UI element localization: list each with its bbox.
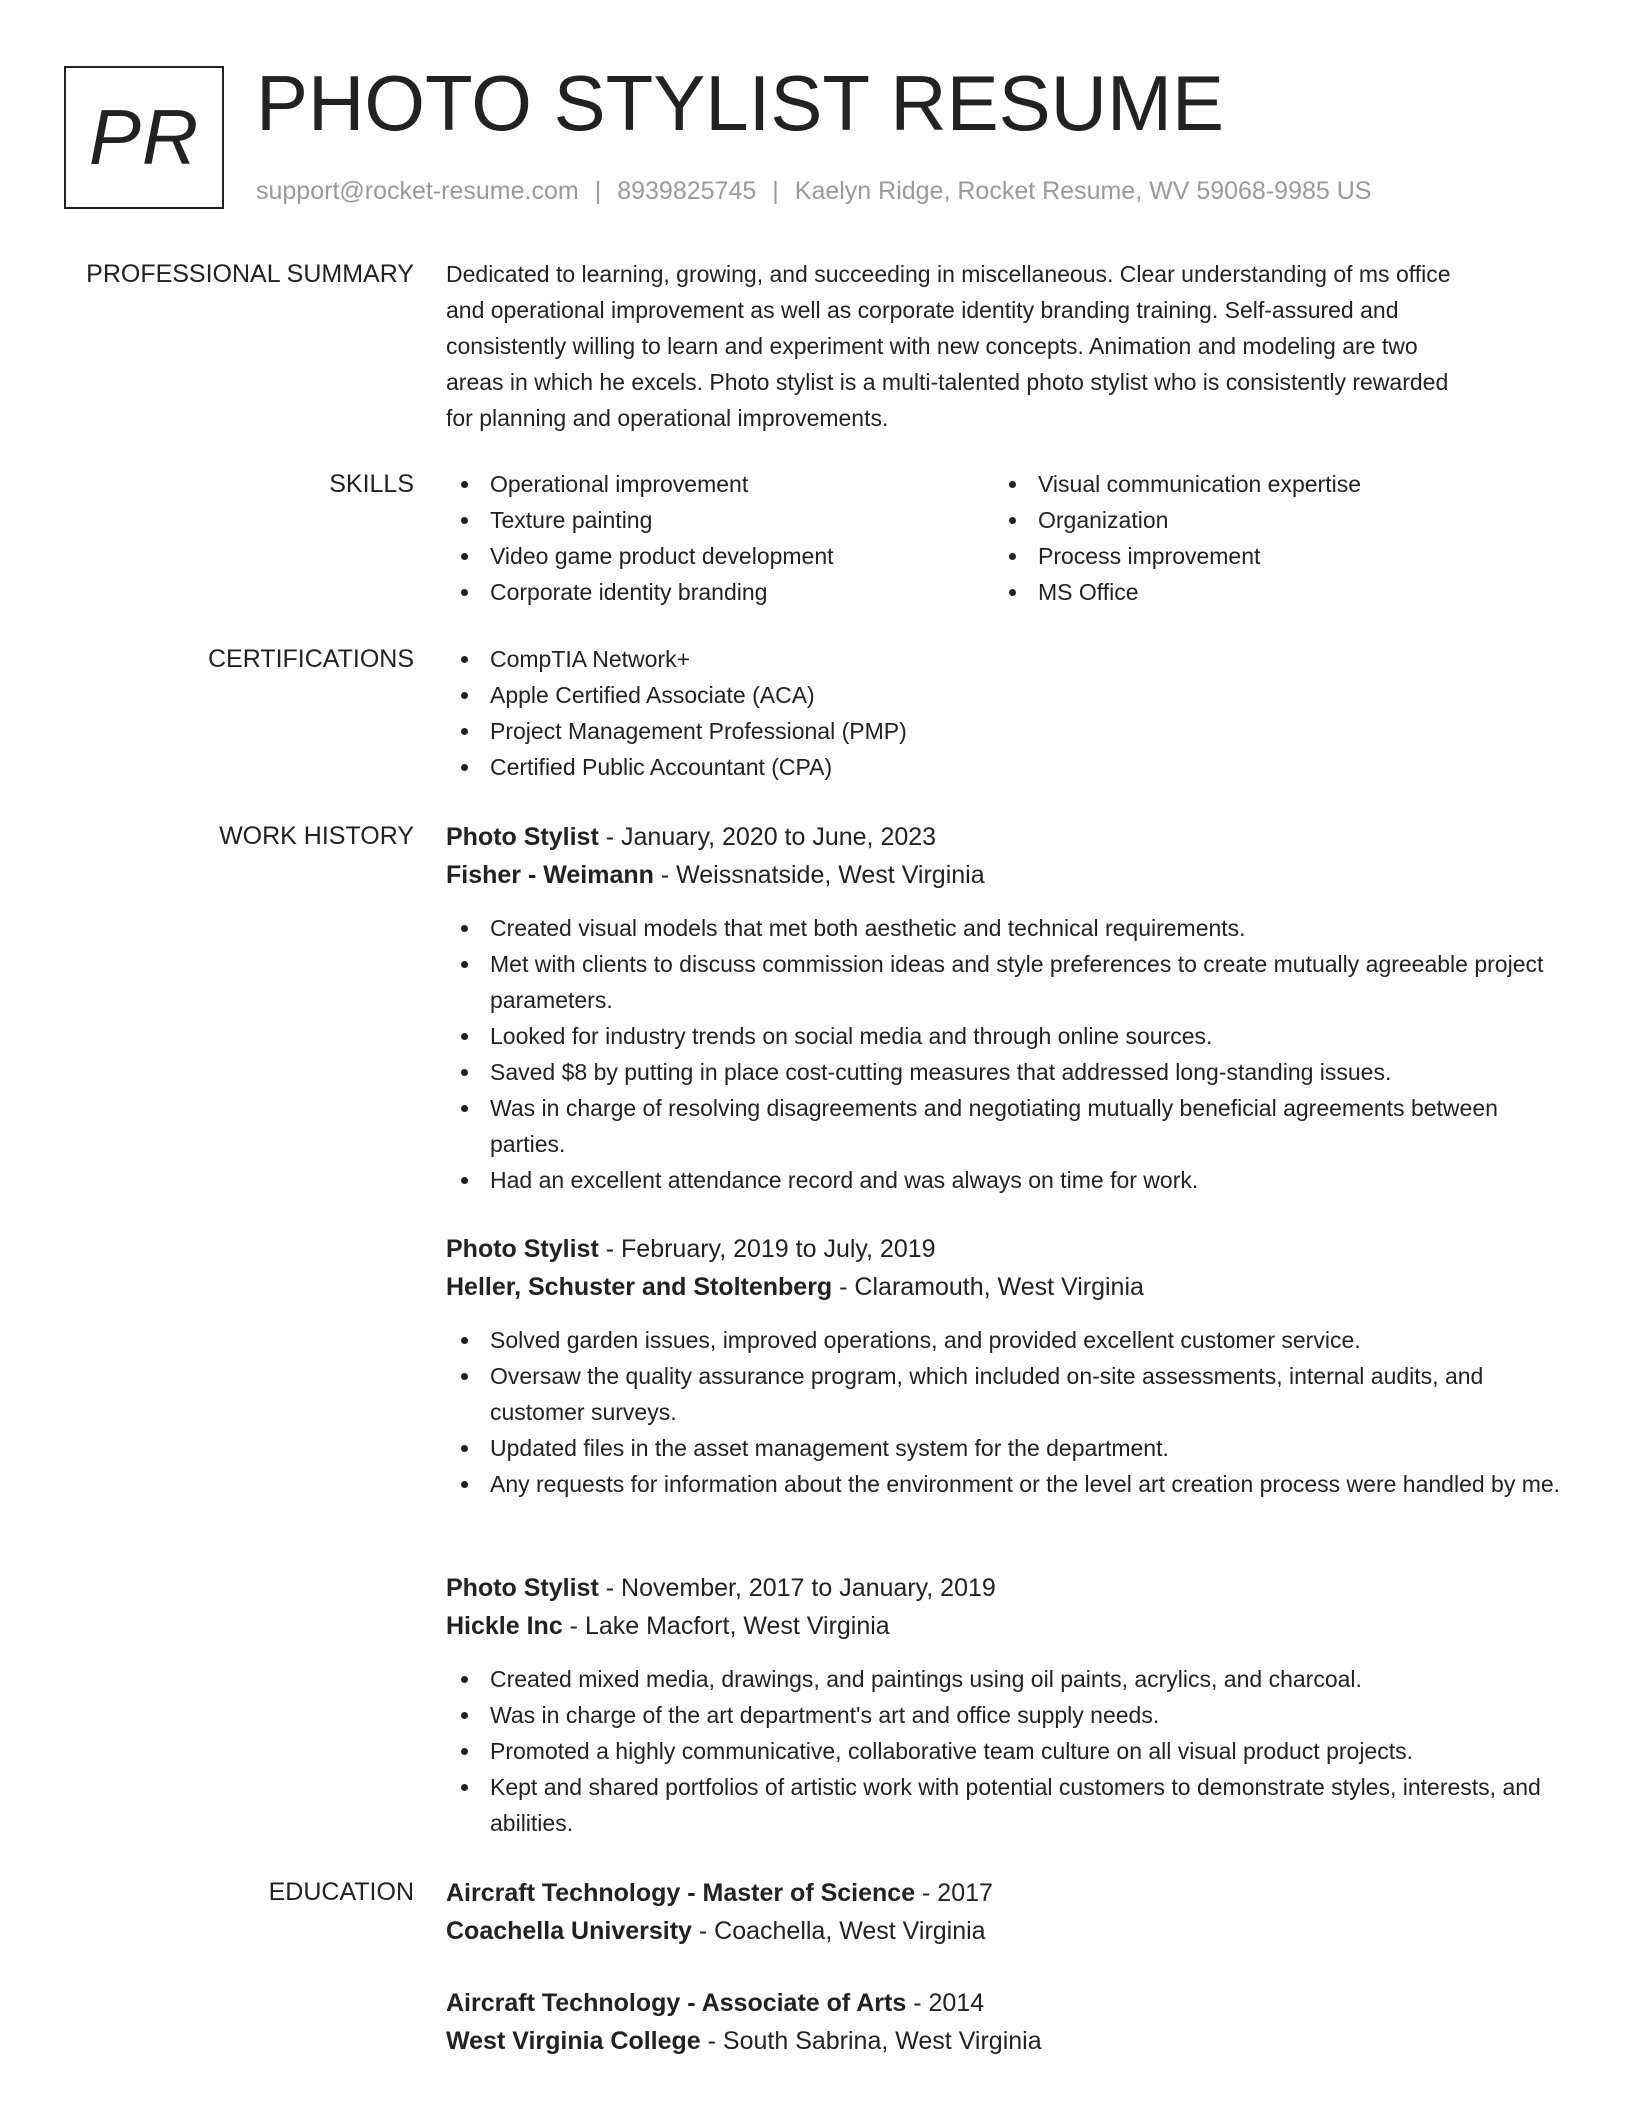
job-title-line (446, 1569, 1566, 1607)
job-dates: - January, 2020 to June, 2023 (598, 823, 937, 851)
job-dates: - February, 2019 to July, 2019 (598, 1235, 936, 1263)
section-label-skills: SKILLS (329, 470, 414, 498)
section-label-certifications: CERTIFICATIONS (207, 645, 414, 673)
job-duty: Had an excellent attendance record and was always on time for work. (446, 1162, 1566, 1198)
education-entry (446, 1984, 1566, 2060)
job-duties-list (446, 910, 1566, 1198)
education-school: Coachella University (446, 1917, 692, 1945)
job-duty: Promoted a highly communicative, collaborative team culture on all visual product projects. (446, 1733, 1566, 1769)
contact-email[interactable]: support@rocket-resume.com (256, 177, 579, 205)
job-entry (446, 1230, 1566, 1502)
job-title-line (446, 1230, 1566, 1268)
skill-item: Operational improvement (446, 466, 994, 502)
job-duties-list (446, 1322, 1566, 1502)
job-duty: Any requests for information about the environment or the level art creation process were handled by me. (446, 1466, 1566, 1502)
job-duty: Oversaw the quality assurance program, which included on-site assessments, internal audits, and customer surveys. (446, 1358, 1566, 1430)
job-company: Heller, Schuster and Stoltenberg (446, 1273, 833, 1301)
job-dates: - November, 2017 to January, 2019 (598, 1574, 996, 1602)
job-duty: Saved $8 by putting in place cost-cutting measures that addressed long-standing issues. (446, 1054, 1566, 1090)
job-duty: Created visual models that met both aesthetic and technical requirements. (446, 910, 1566, 946)
summary-text (446, 256, 1566, 436)
certification-item: Project Management Professional (PMP) (446, 713, 1566, 749)
education-year: - 2017 (915, 1879, 993, 1907)
skill-item: Organization (994, 502, 1542, 538)
education-body (446, 1984, 1566, 2060)
job-duty: Created mixed media, drawings, and paintings using oil paints, acrylics, and charcoal. (446, 1661, 1566, 1697)
resume-title: PHOTO STYLIST RESUME (256, 59, 1224, 147)
job-duty: Was in charge of the art department's art and office supply needs. (446, 1697, 1566, 1733)
job-title: Photo Stylist (446, 1574, 599, 1602)
skills-grid (446, 466, 1566, 610)
skills-list-left (446, 466, 994, 610)
contact-address: Kaelyn Ridge, Rocket Resume, WV 59068-9985 US (794, 177, 1372, 205)
certification-item: Certified Public Accountant (CPA) (446, 749, 1566, 785)
education-entry (446, 1874, 1566, 1950)
job-title: Photo Stylist (446, 823, 599, 851)
contact-separator: | (772, 177, 779, 205)
skill-item: MS Office (994, 574, 1542, 610)
skill-item: Visual communication expertise (994, 466, 1542, 502)
summary-line: and operational improvement as well as corporate identity branding training. Self-assured and (446, 297, 1399, 323)
education-year: - 2014 (906, 1989, 985, 2017)
section-label-summary: PROFESSIONAL SUMMARY (86, 260, 414, 288)
job-location: - Weissnatside, West Virginia (653, 861, 985, 889)
job-company: Hickle Inc (446, 1612, 563, 1640)
education-location: - South Sabrina, West Virginia (700, 2027, 1042, 2055)
job-duty: Updated files in the asset management system for the department. (446, 1430, 1566, 1466)
contact-separator: | (594, 177, 602, 205)
summary-line: areas in which he excels. Photo stylist is a multi-talented photo stylist who is consistently rewarded (446, 369, 1449, 395)
education-school: West Virginia College (446, 2027, 701, 2055)
job-duty: Looked for industry trends on social media and through online sources. (446, 1018, 1566, 1054)
work-history-body (446, 1230, 1566, 1502)
education-degree: Aircraft Technology - Associate of Arts (446, 1989, 907, 2017)
job-duty: Met with clients to discuss commission ideas and style preferences to create mutually agreeable project parameters. (446, 946, 1566, 1018)
job-duty: Kept and shared portfolios of artistic work with potential customers to demonstrate styles, interests, and abilities. (446, 1769, 1566, 1841)
education-degree: Aircraft Technology - Master of Science (446, 1879, 916, 1907)
certification-item: CompTIA Network+ (446, 641, 1566, 677)
monogram-badge (64, 66, 224, 209)
job-location: - Lake Macfort, West Virginia (562, 1612, 890, 1640)
work-history-body (446, 1569, 1566, 1841)
job-title-line (446, 818, 1566, 856)
job-title: Photo Stylist (446, 1235, 599, 1263)
section-label-education: EDUCATION (268, 1878, 414, 1906)
skill-item: Corporate identity branding (446, 574, 994, 610)
job-duty: Solved garden issues, improved operations, and provided excellent customer service. (446, 1322, 1566, 1358)
work-history-body (446, 818, 1566, 1198)
certifications-body (446, 641, 1566, 785)
contact-phone[interactable]: 8939825745 (617, 177, 757, 205)
summary-line: Dedicated to learning, growing, and succeeding in miscellaneous. Clear understanding of ms office (446, 261, 1451, 287)
certifications-list (446, 641, 1566, 785)
education-school-line (446, 2022, 1566, 2060)
summary-line: for planning and operational improvements. (446, 405, 889, 431)
skill-item: Video game product development (446, 538, 994, 574)
job-entry (446, 818, 1566, 1198)
certification-item: Apple Certified Associate (ACA) (446, 677, 1566, 713)
section-label-work-history: WORK HISTORY (219, 822, 414, 850)
monogram-text: PR (88, 93, 200, 181)
education-degree-line (446, 1874, 1566, 1912)
job-company-line (446, 1607, 1566, 1645)
skill-item: Texture painting (446, 502, 994, 538)
job-entry (446, 1569, 1566, 1841)
job-duty: Was in charge of resolving disagreements and negotiating mutually beneficial agreements between parties. (446, 1090, 1566, 1162)
education-body (446, 1874, 1566, 1950)
summary-line: consistently willing to learn and experiment with new concepts. Animation and modeling are two (446, 333, 1418, 359)
job-company-line (446, 1268, 1566, 1306)
skill-item: Process improvement (994, 538, 1542, 574)
skills-list-right (994, 466, 1542, 610)
education-degree-line (446, 1984, 1566, 2022)
job-company-line (446, 856, 1566, 894)
contact-line (256, 176, 1371, 206)
job-duties-list (446, 1661, 1566, 1841)
job-company: Fisher - Weimann (446, 861, 654, 889)
job-location: - Claramouth, West Virginia (832, 1273, 1144, 1301)
education-school-line (446, 1912, 1566, 1950)
education-location: - Coachella, West Virginia (691, 1917, 986, 1945)
